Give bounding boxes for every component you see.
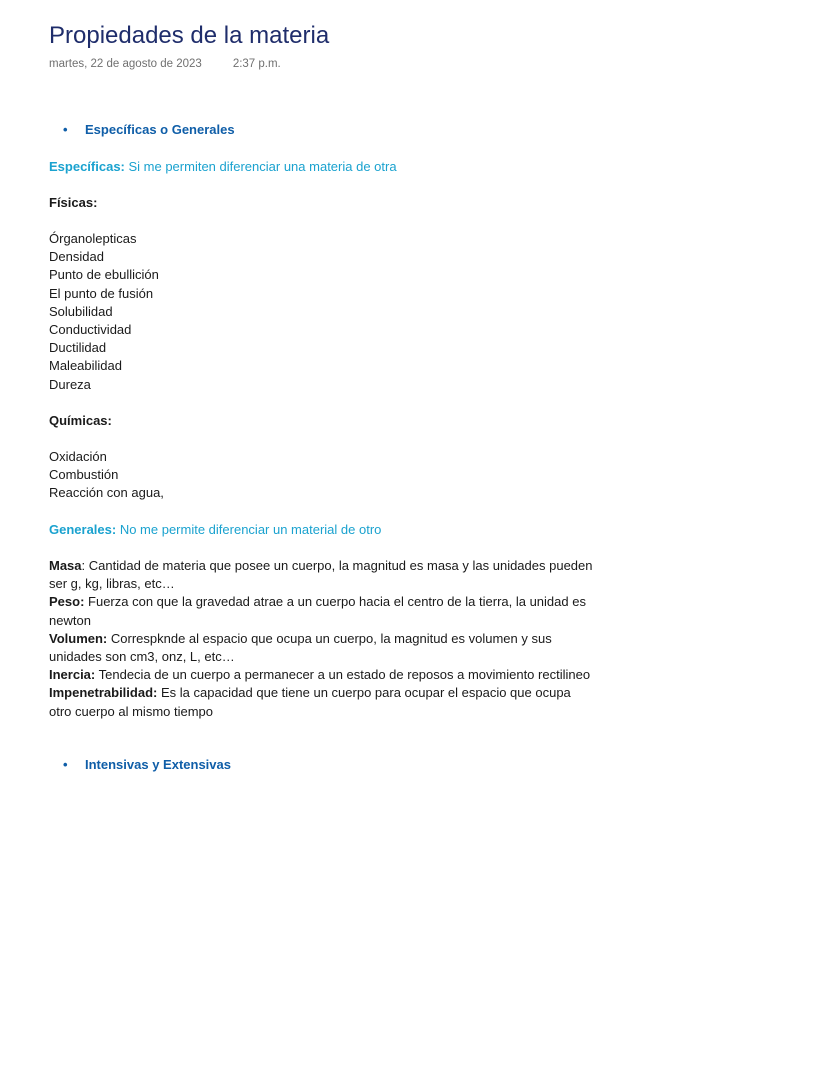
list-item: Combustión — [49, 467, 119, 483]
page-time: 2:37 p.m. — [232, 58, 281, 70]
page-date: martes, 22 de agosto de 2023 — [49, 58, 202, 70]
page-meta — [49, 58, 281, 70]
page-title[interactable]: Propiedades de la materia — [49, 22, 330, 49]
definition-term: Impenetrabilidad: — [49, 685, 158, 701]
especificas-line — [49, 158, 397, 176]
list-item: Solubilidad — [49, 303, 113, 319]
list-item: Oxidación — [49, 449, 107, 464]
definition-term: Masa — [49, 558, 82, 573]
bullet-intensivas-extensivas — [63, 757, 231, 772]
definition-impenetrabilidad — [49, 684, 594, 720]
definition-term: Volumen: — [49, 630, 108, 646]
list-item: Órganolepticas — [49, 231, 137, 246]
definition-text: Es la capacidad que tiene un cuerpo para ocupar el espacio que ocupa otro cuerpo al mismo tiempo — [49, 685, 571, 719]
definition-text: Tendecia de un cuerpo a permanecer a un estado de reposos a movimiento rectilineo — [98, 667, 591, 683]
definition-term: Inercia: — [49, 667, 96, 683]
fisicas-heading: Físicas: — [49, 195, 98, 210]
definition-inercia — [49, 666, 594, 684]
bullet-text: Específicas o Generales — [85, 122, 235, 137]
list-item: Dureza — [49, 376, 91, 392]
list-item: Punto de ebullición — [49, 267, 159, 283]
definition-term: Peso: — [49, 594, 85, 610]
generales-line — [49, 521, 381, 539]
bullet-especificas-generales — [63, 122, 235, 137]
fisicas-list — [49, 230, 159, 394]
list-item: Conductividad — [49, 322, 132, 338]
definition-peso — [49, 593, 594, 629]
quimicas-list — [49, 448, 164, 503]
list-item: Ductilidad — [49, 340, 107, 356]
definition-text: Fuerza con que la gravedad atrae a un cuerpo hacia el centro de la tierra, la unidad es newton — [49, 594, 586, 628]
list-item: El punto de fusión — [49, 285, 154, 301]
list-item: Maleabilidad — [49, 358, 122, 374]
bullet-dot-icon: • — [63, 122, 68, 137]
quimicas-heading: Químicas: — [49, 413, 112, 428]
generales-text: No me permite diferenciar un material de otro — [116, 522, 382, 537]
definition-volumen — [49, 630, 594, 666]
definition-sep: : — [81, 558, 89, 573]
list-item: Reacción con agua, — [49, 485, 164, 501]
bullet-dot-icon: • — [63, 757, 68, 772]
especificas-label: Específicas: — [49, 159, 125, 174]
bullet-text: Intensivas y Extensivas — [85, 757, 231, 772]
definition-text: Cantidad de materia que posee un cuerpo, la magnitud es masa y las unidades pueden ser g, kg, libras, etc… — [49, 558, 593, 592]
especificas-text: Si me permiten diferenciar una materia de otra — [124, 159, 397, 174]
definition-text: Correspknde al espacio que ocupa un cuerpo, la magnitud es volumen y sus unidades son cm3, onz, L, etc… — [49, 630, 552, 665]
definitions-block — [49, 557, 594, 721]
generales-label: Generales: — [49, 522, 117, 537]
definition-masa — [49, 557, 594, 593]
list-item: Densidad — [49, 249, 104, 265]
